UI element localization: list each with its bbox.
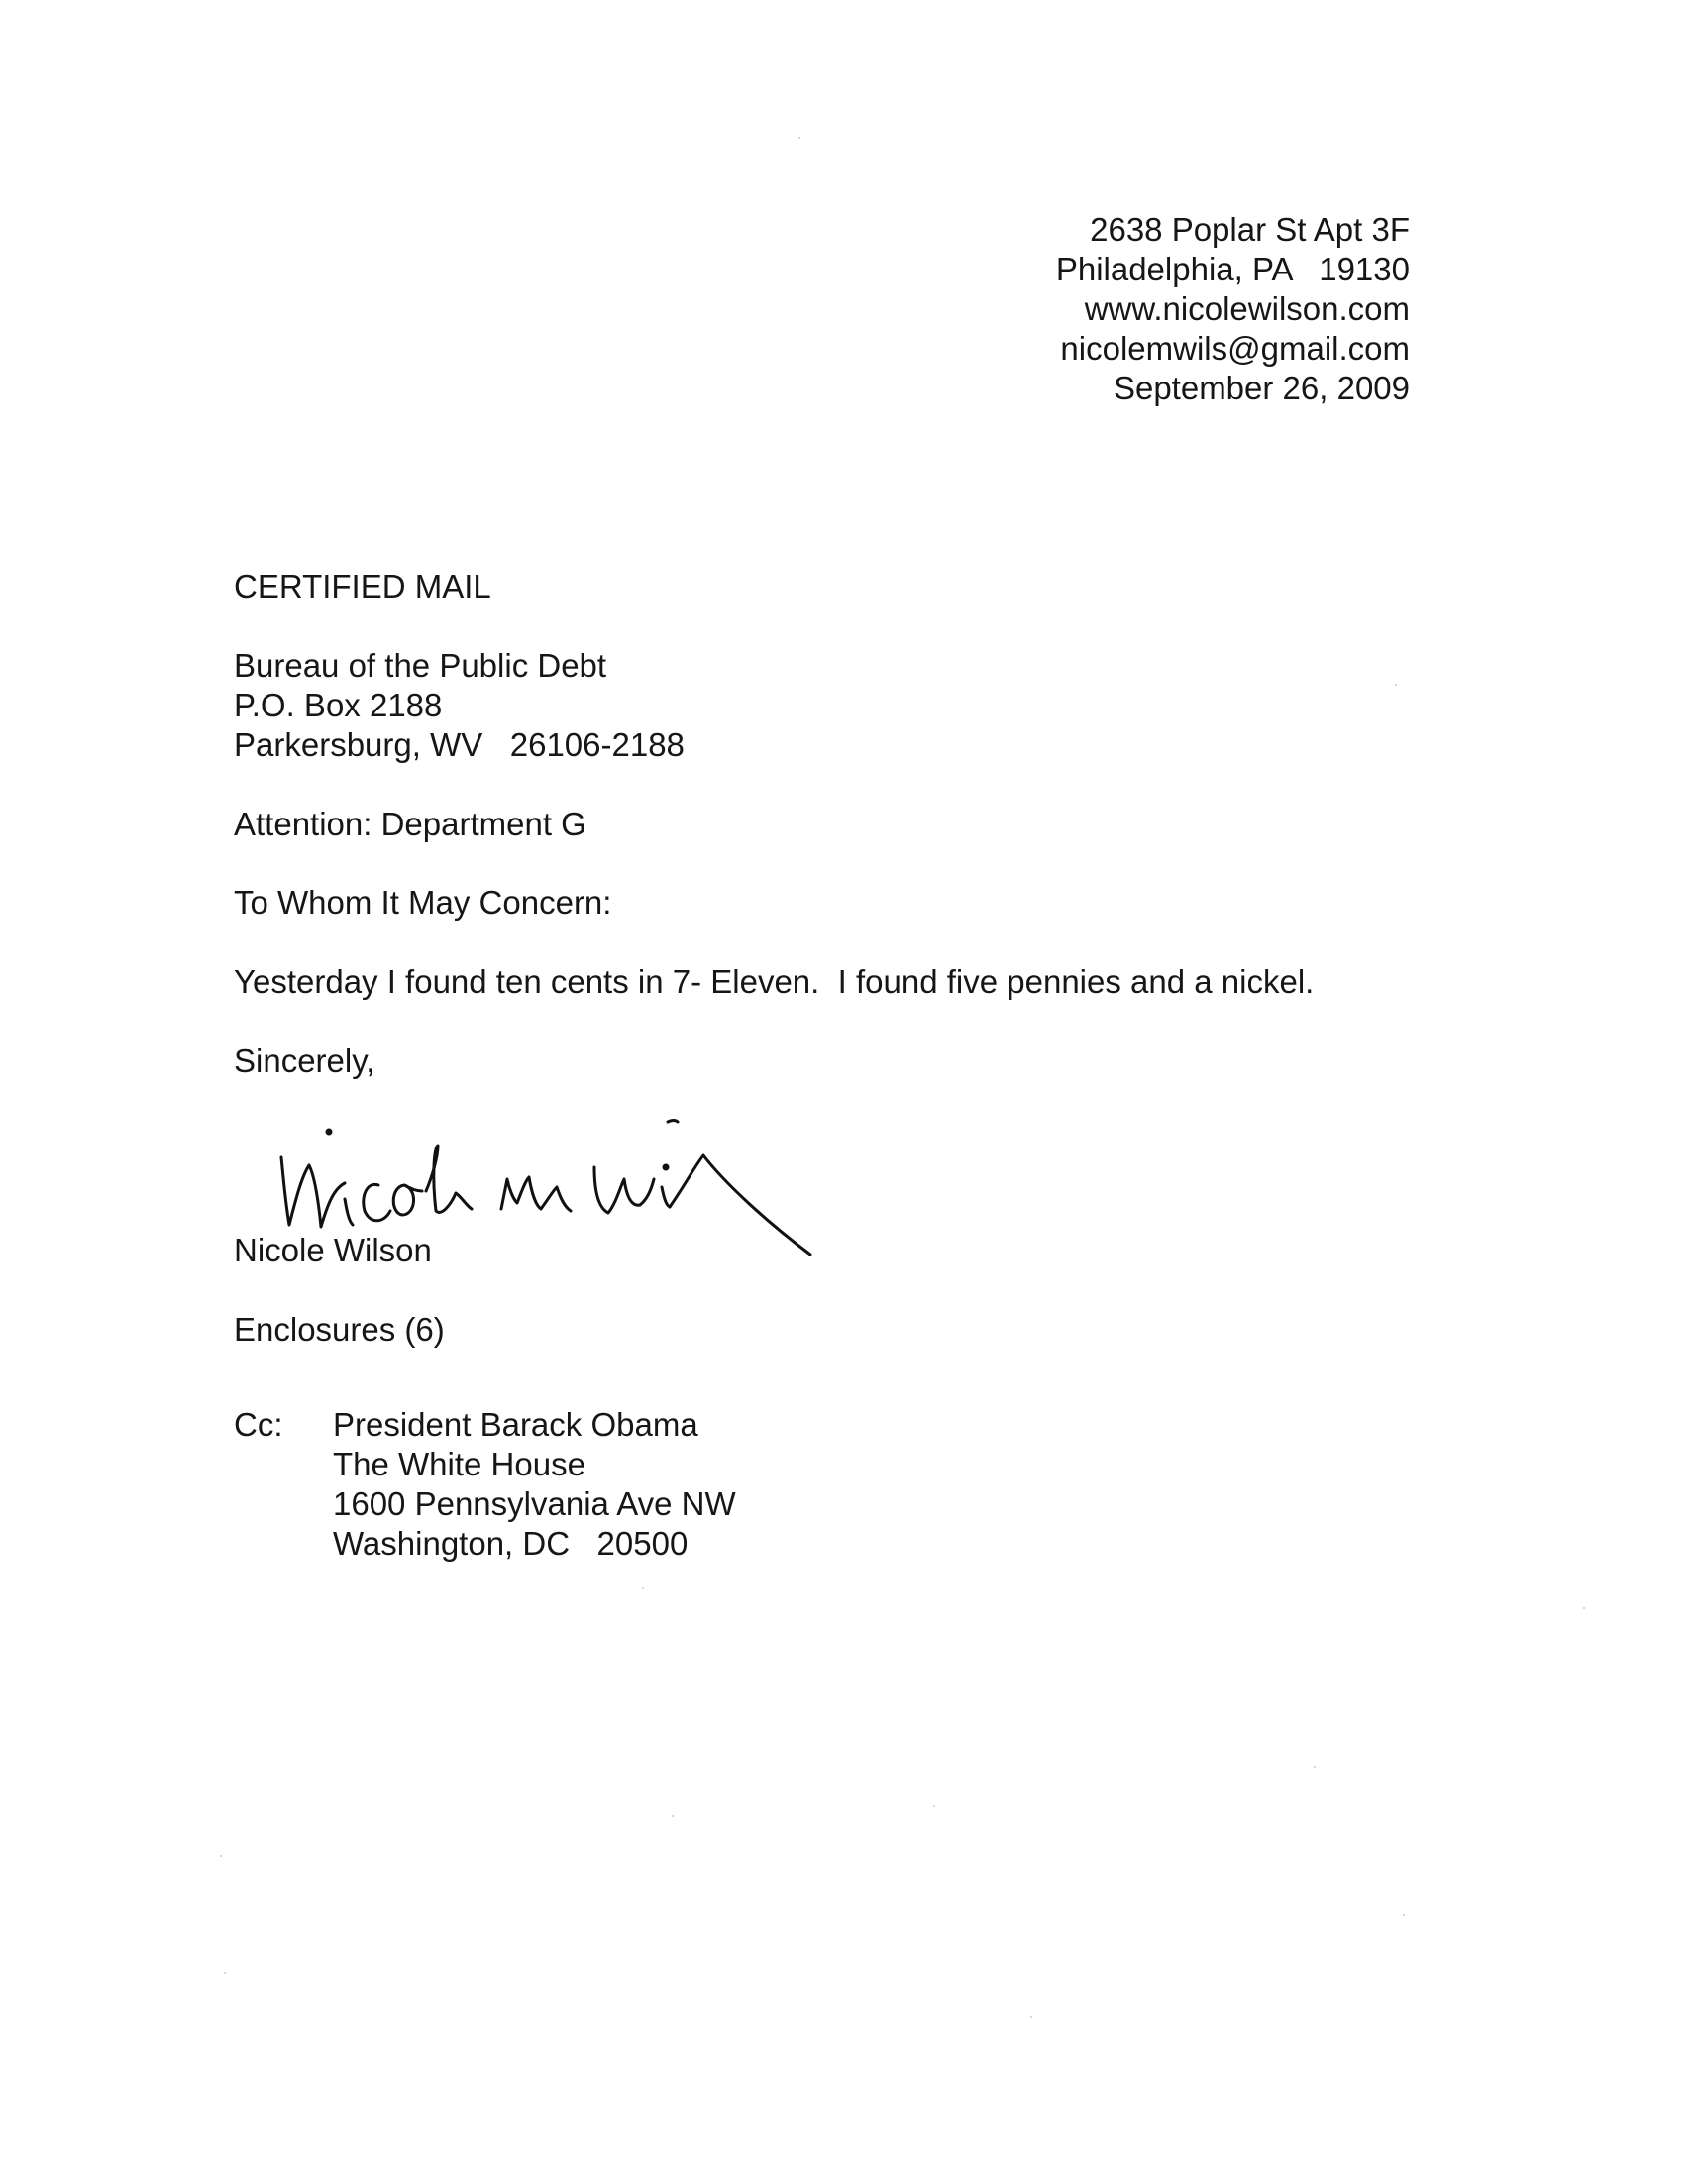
cc-label: Cc: — [234, 1406, 283, 1443]
signature-stroke-tail — [670, 1155, 810, 1255]
signature-stroke-n — [281, 1157, 345, 1227]
signature-stroke-i — [345, 1199, 353, 1225]
recipient-city-state-zip: Parkersburg, WV 26106-2188 — [234, 726, 685, 763]
attention-line: Attention: Department G — [234, 806, 586, 842]
return-address — [1056, 210, 1410, 408]
paper-speck — [220, 1855, 222, 1857]
closing: Sincerely, — [234, 1042, 375, 1079]
attention-line-block — [234, 805, 586, 844]
letter-body: Yesterday I found ten cents in 7- Eleven. I found five pennies and a nickel. — [234, 963, 1315, 1000]
sender-name: Nicole Wilson — [234, 1232, 432, 1268]
recipient-address — [234, 646, 685, 765]
return-street: 2638 Poplar St Apt 3F — [1090, 211, 1410, 248]
paper-speck — [933, 1805, 935, 1807]
paper-speck — [672, 1815, 674, 1817]
paper-speck — [642, 1587, 644, 1589]
signature-stroke-flick — [668, 1121, 678, 1123]
signature-stroke-c — [364, 1184, 390, 1220]
salutation-block — [234, 883, 611, 923]
enclosures-block — [234, 1310, 445, 1350]
cc-city-state-zip: Washington, DC 20500 — [333, 1525, 689, 1562]
signature-dot-i2 — [664, 1165, 668, 1169]
closing-block — [234, 1041, 374, 1081]
paper-speck — [1395, 684, 1397, 686]
cc-address — [333, 1405, 736, 1564]
recipient-name: Bureau of the Public Debt — [234, 647, 607, 684]
enclosures: Enclosures (6) — [234, 1311, 445, 1348]
paper-speck — [1403, 1914, 1405, 1916]
paper-speck — [1030, 2016, 1032, 2018]
return-city-state-zip: Philadelphia, PA 19130 — [1055, 251, 1410, 287]
letter-date: September 26, 2009 — [1113, 370, 1410, 406]
delivery-method: CERTIFIED MAIL — [234, 568, 491, 604]
cc-name: President Barack Obama — [333, 1406, 698, 1443]
cc-street: 1600 Pennsylvania Ave NW — [333, 1485, 736, 1522]
signature-stroke-m — [501, 1177, 571, 1211]
paper-speck — [1314, 1766, 1316, 1768]
delivery-method-block — [234, 567, 491, 606]
body-block — [234, 962, 1314, 1002]
paper-speck — [224, 1972, 226, 1974]
signature-stroke-o — [393, 1185, 422, 1215]
paper-speck — [798, 137, 800, 139]
signature-dot-i — [327, 1130, 331, 1134]
paper-speck — [1583, 1607, 1585, 1609]
sender-name-block — [234, 1231, 432, 1270]
cc-org: The White House — [333, 1446, 585, 1482]
return-website: www.nicolewilson.com — [1084, 290, 1410, 327]
signature-stroke-l — [426, 1146, 472, 1212]
return-email: nicolemwils@gmail.com — [1060, 330, 1410, 367]
salutation: To Whom It May Concern: — [234, 884, 612, 921]
recipient-po-box: P.O. Box 2188 — [234, 687, 443, 723]
signature-stroke-w — [594, 1167, 654, 1213]
signature-stroke-i2 — [662, 1187, 670, 1207]
